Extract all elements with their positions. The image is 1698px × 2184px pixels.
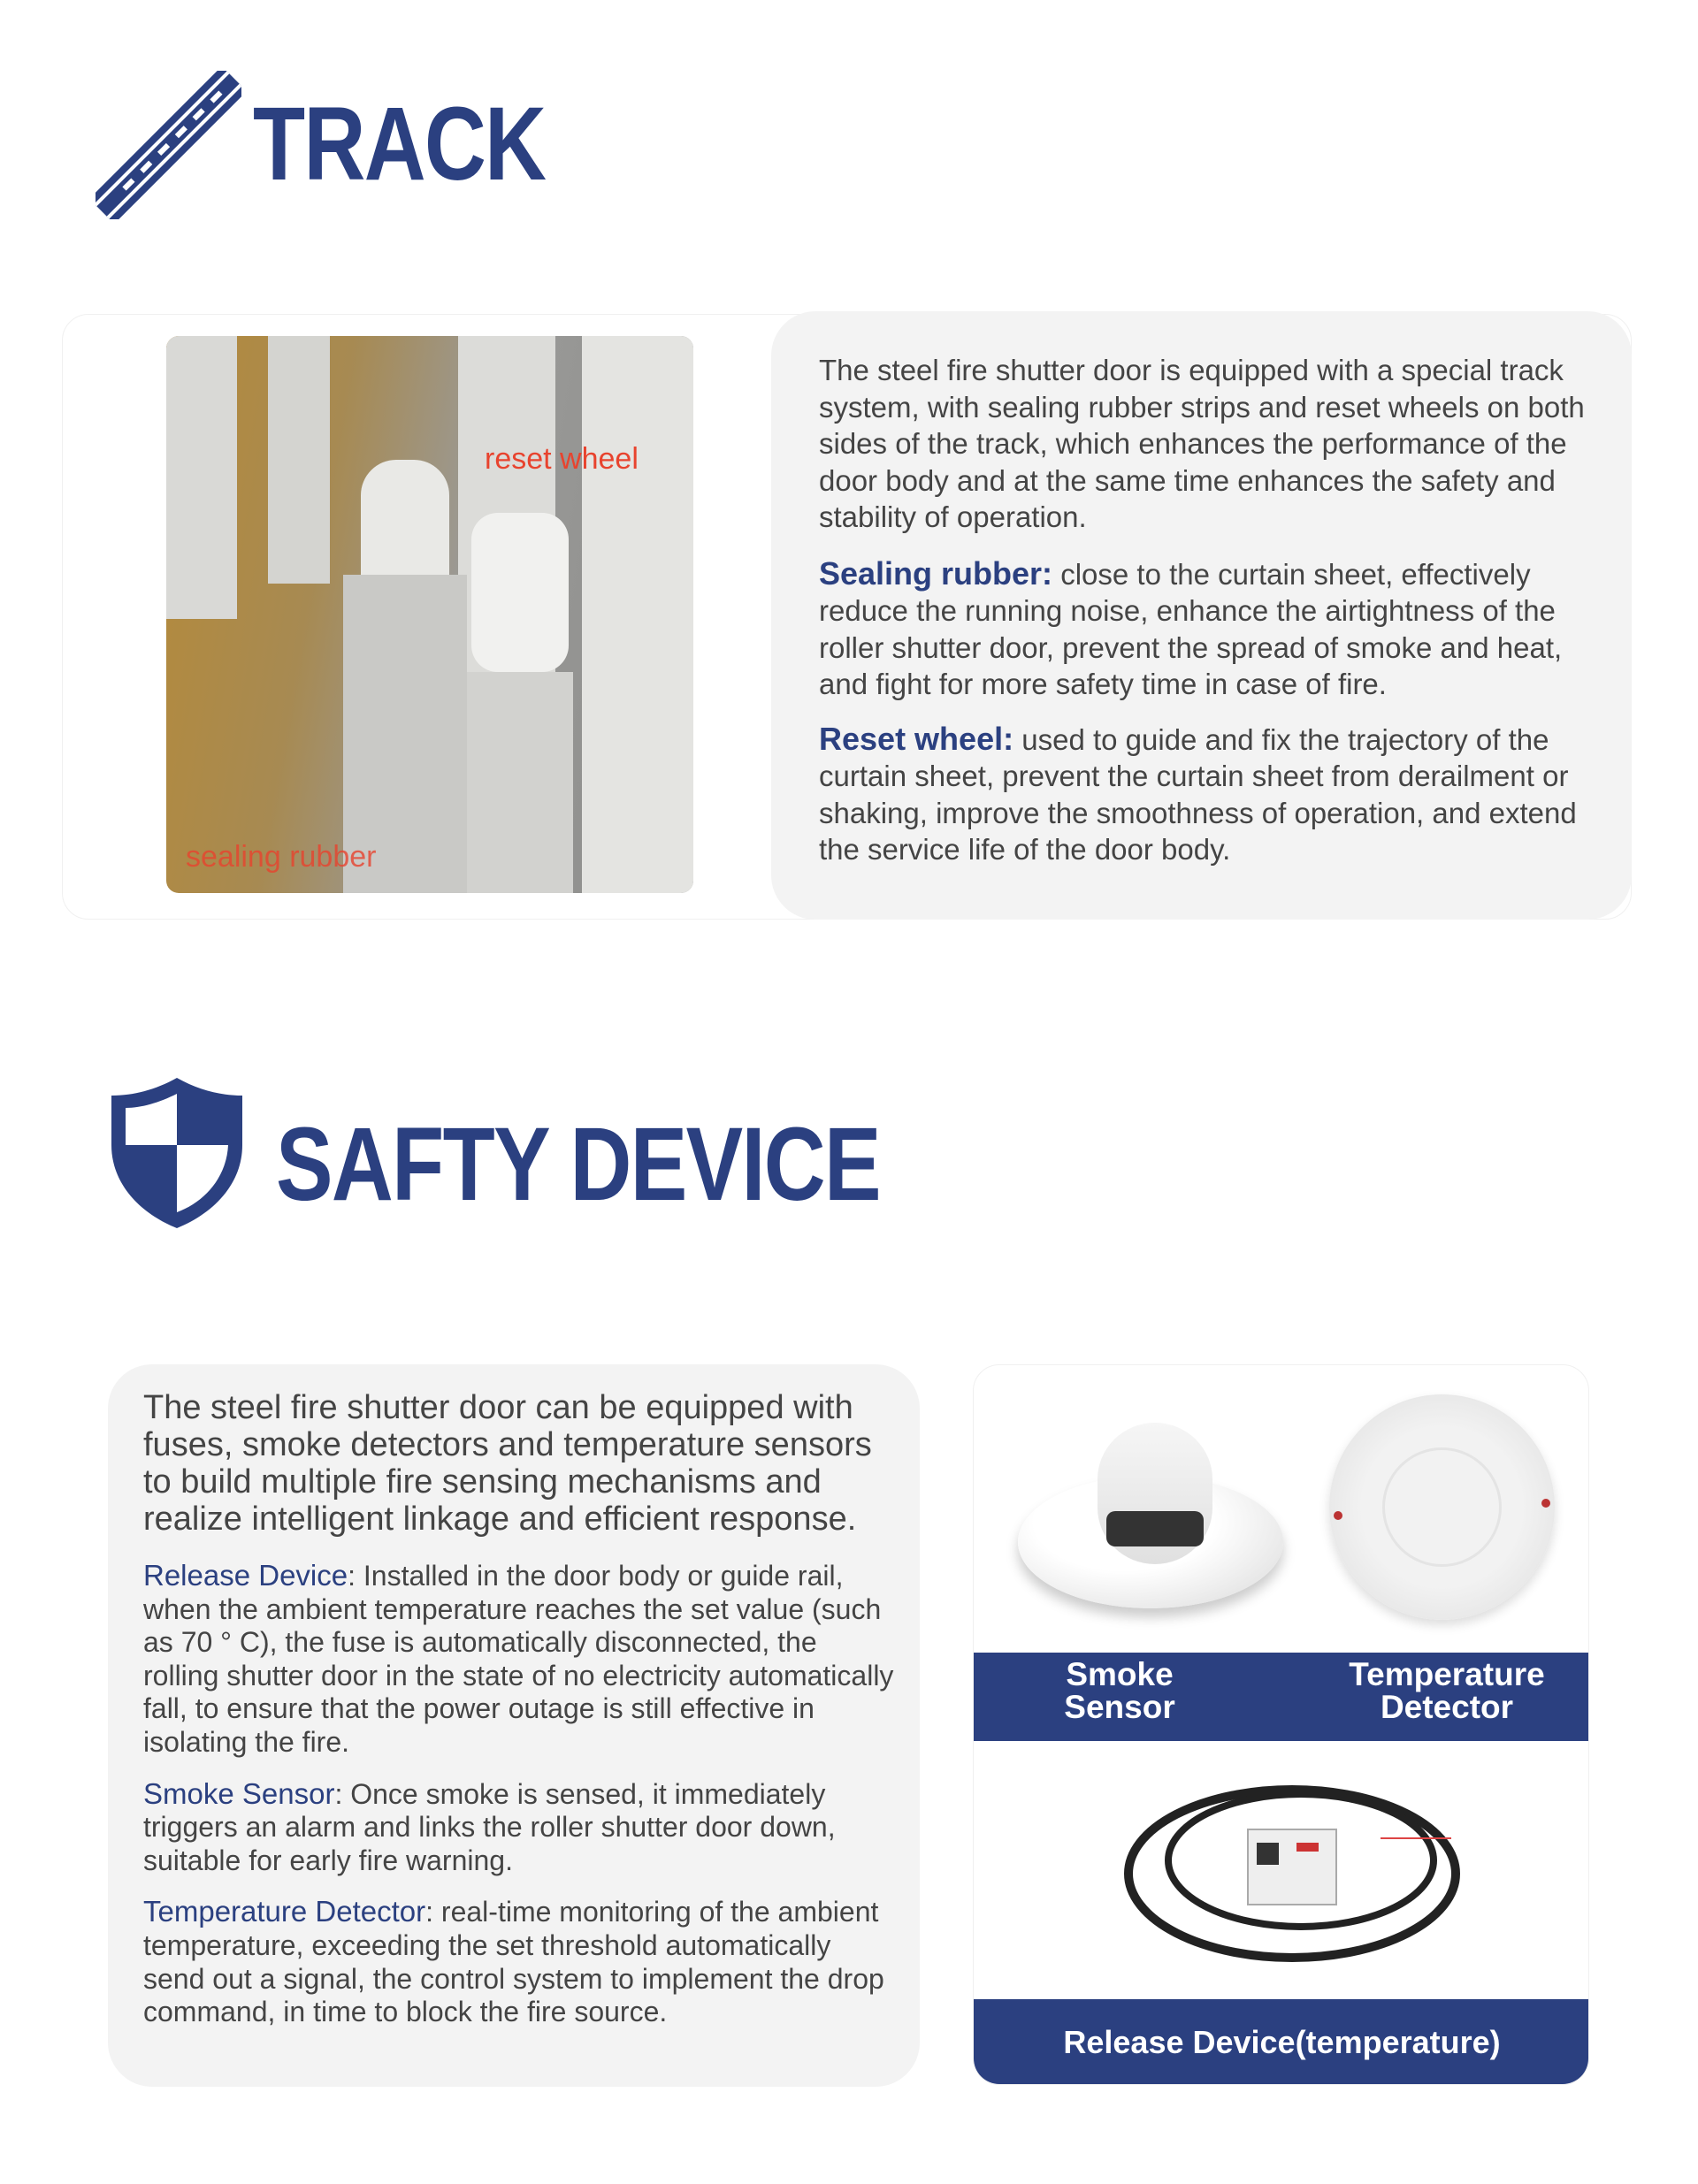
sealing-rubber-term: Sealing rubber: [819,554,1053,592]
device-gallery-card [973,1364,1589,2085]
temperature-detector-desc [143,1895,895,2028]
reset-wheel-desc [819,721,1597,868]
safety-heading: SAFTY DEVICE [276,1106,880,1223]
sealing-rubber-text: close to the curtain sheet, effectively reduce the running noise, enhance the airtightness of the roller shutter door, prevent the spread of smoke and heat, and fight for more safety time in case of fire. [819,557,1563,700]
track-description-panel [771,311,1632,920]
track-intro: The steel fire shutter door is equipped with a special track system, with sealing rubber strips and reset wheels on both sides of the track, which enhances the performance of the door body and at the same time enhances the safety and stability of operation. [819,354,1585,533]
safety-description-panel [108,1364,920,2087]
smoke-sensor-text: : Once smoke is sensed, it immediately triggers an alarm and links the roller shutter door down, suitable for early fire warning. [143,1777,836,1876]
reset-wheel-text: used to guide and fix the trajectory of the curtain sheet, prevent the curtain sheet from derailment or shaking, improve the smoothness of operation, and extend the service life of the door body. [819,722,1577,866]
release-device-text: : Installed in the door body or guide rail, when the ambient temperature reaches the set value (such as 70 ° C), the fuse is automatically disconnected, the rolling shutter door in the state of no electricity automatically fall, to ensure that the power outage is still effective in isolating the fire. [143,1560,894,1758]
sensor-caption-band [974,1653,1589,1741]
smoke-sensor-caption: Smoke Sensor [1064,1656,1175,1725]
safety-intro: The steel fire shutter door can be equipped with fuses, smoke detectors and temperature sensors to build multiple fire sensing mechanisms and realize intelligent linkage and efficient response. [143,1389,872,1538]
temperature-detector-caption: Temperature Detector [1349,1656,1545,1725]
track-photo [166,336,693,893]
track-heading: TRACK [253,86,546,202]
release-device-caption: Release Device(temperature) [974,1999,1589,2085]
reset-wheel-term: Reset wheel: [819,720,1014,757]
reset-wheel-annotation: reset wheel [485,442,639,476]
release-device-desc [143,1559,895,1760]
smoke-sensor-image [1018,1423,1283,1617]
smoke-sensor-term: Smoke Sensor [143,1776,335,1810]
temperature-detector-term: Temperature Detector [143,1895,426,1928]
track-rail-icon [96,71,241,219]
sealing-rubber-desc [819,555,1597,703]
shield-icon [106,1074,248,1232]
smoke-sensor-desc [143,1777,895,1878]
release-device-image [1115,1768,1469,2006]
temperature-detector-image [1329,1394,1555,1620]
release-device-term: Release Device [143,1559,348,1592]
temperature-detector-text: : real-time monitoring of the ambient temperature, exceeding the set threshold automatically send out a signal, the control system to implement the drop command, in time to block the fire source. [143,1896,884,2028]
sealing-rubber-annotation: sealing rubber [186,840,377,874]
